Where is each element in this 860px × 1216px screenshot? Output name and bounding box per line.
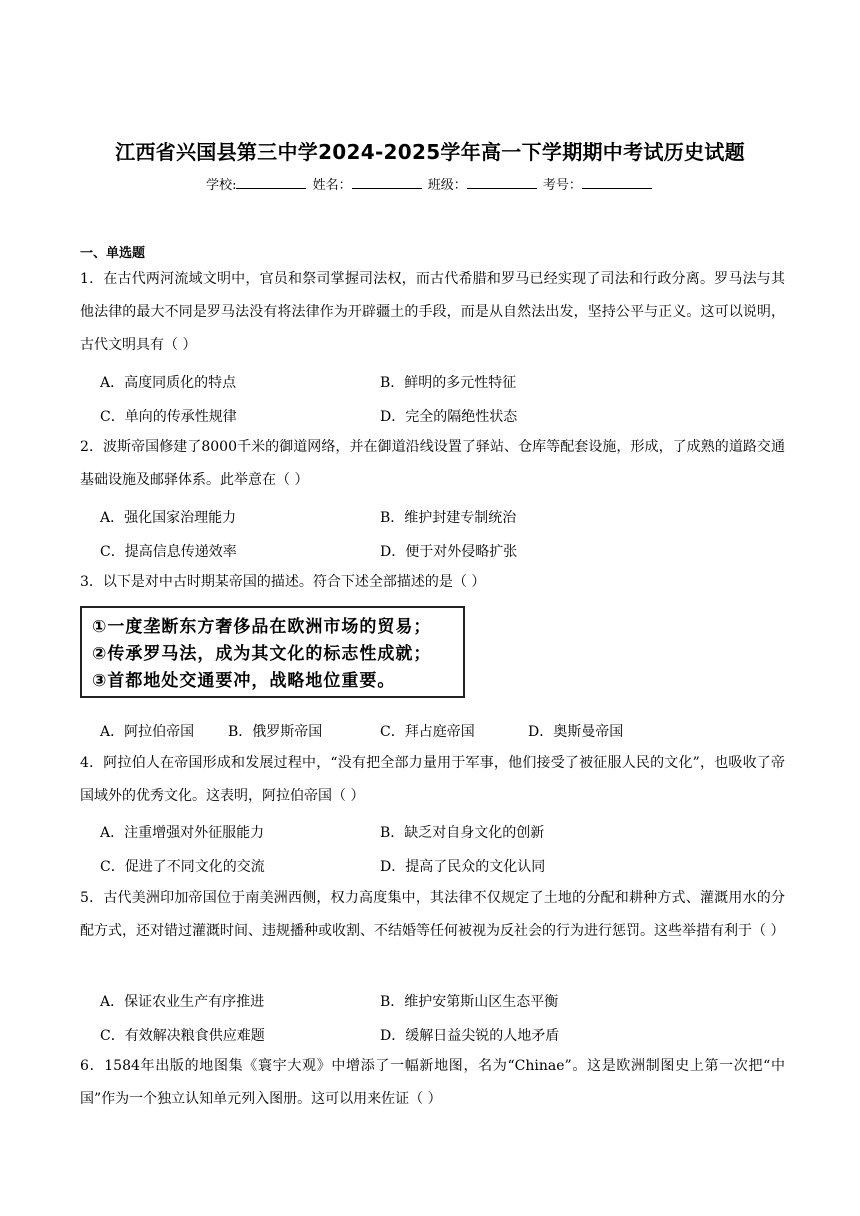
- option-d: D．缓解日益尖锐的人地矛盾: [380, 1028, 560, 1044]
- class-blank: [467, 176, 537, 189]
- option-c: C．拜占庭帝国: [380, 724, 475, 740]
- option-d: D．提高了民众的文化认同: [380, 859, 546, 875]
- option-a: A．强化国家治理能力: [100, 510, 237, 526]
- option-a: A．注重增强对外征服能力: [100, 825, 265, 841]
- option-c: C．单向的传承性规律: [100, 409, 237, 425]
- option-a: A．保证农业生产有序推进: [100, 994, 265, 1010]
- option-b: B．鲜明的多元性特征: [380, 375, 517, 391]
- exam-title: 江西省兴国县第三中学2024-2025学年高一下学期期中考试历史试题: [115, 140, 745, 164]
- option-b: B．维护安第斯山区生态平衡: [380, 994, 559, 1010]
- number-label: 考号：: [542, 178, 582, 193]
- question-6: 6．1584年出版的地图集《寰宇大观》中增添了一幅新地图，名为“Chinae”。这是欧洲制图史上第一次把“中国”作为一个独立认知单元列入图册。这可以用来佐证（ ）: [80, 1058, 785, 1107]
- option-a: A．阿拉伯帝国: [100, 724, 195, 740]
- question-1: 1．在古代两河流域文明中，官员和祭司掌握司法权，而古代希腊和罗马已经实现了司法和行政分离。罗马法与其他法律的最大不同是罗马法没有将法律作为开辟疆土的手段，而是从自然法出发，坚持公平与正义。这可以说明，古代文明具有（ ）: [80, 271, 785, 353]
- name-blank: [352, 176, 422, 189]
- question-4: 4．阿拉伯人在帝国形成和发展过程中，“没有把全部力量用于军事，他们接受了被征服人民的文化”，也吸收了帝国域外的优秀文化。这表明，阿拉伯帝国（ ）: [80, 755, 785, 804]
- description-image: [80, 606, 465, 698]
- option-d: D．奥斯曼帝国: [528, 724, 624, 740]
- class-label: 班级：: [427, 178, 467, 193]
- option-c: C．提高信息传递效率: [100, 544, 237, 560]
- option-c: C．促进了不同文化的交流: [100, 859, 265, 875]
- option-d: D．完全的隔绝性状态: [380, 409, 518, 425]
- name-label: 姓名：: [312, 178, 352, 193]
- option-a: A．高度同质化的特点: [100, 375, 237, 391]
- image-line-1: ①一度垄断东方奢侈品在欧洲市场的贸易；: [92, 617, 432, 637]
- option-c: C．有效解决粮食供应难题: [100, 1028, 265, 1044]
- school-blank: [236, 176, 306, 189]
- option-b: B．维护封建专制统治: [380, 510, 517, 526]
- student-info-line: [0, 174, 860, 193]
- question-3: 3．以下是对中古时期某帝国的描述。符合下述全部描述的是（ ）: [80, 574, 486, 590]
- number-blank: [582, 176, 652, 189]
- option-d: D．便于对外侵略扩张: [380, 544, 518, 560]
- option-b: B．俄罗斯帝国: [228, 724, 323, 740]
- question-2: 2．波斯帝国修建了8000千米的御道网络，并在御道沿线设置了驿站、仓库等配套设施，形成，了成熟的道路交通基础设施及邮驿体系。此举意在（ ）: [80, 439, 785, 488]
- school-label: 学校:: [206, 178, 237, 193]
- section-heading: 一、单选题: [80, 246, 146, 261]
- image-line-2: ②传承罗马法，成为其文化的标志性成就；: [92, 644, 432, 664]
- option-b: B．缺乏对自身文化的创新: [380, 825, 545, 841]
- question-5: 5．古代美洲印加帝国位于南美洲西侧，权力高度集中，其法律不仅规定了土地的分配和耕种方式、灌溉用水的分配方式，还对错过灌溉时间、违规播种或收割、不结婚等任何被视为反社会的行为进行惩罚。这些举措有利于（ ）: [80, 890, 785, 939]
- image-line-3: ③首都地处交通要冲，战略地位重要。: [92, 671, 396, 691]
